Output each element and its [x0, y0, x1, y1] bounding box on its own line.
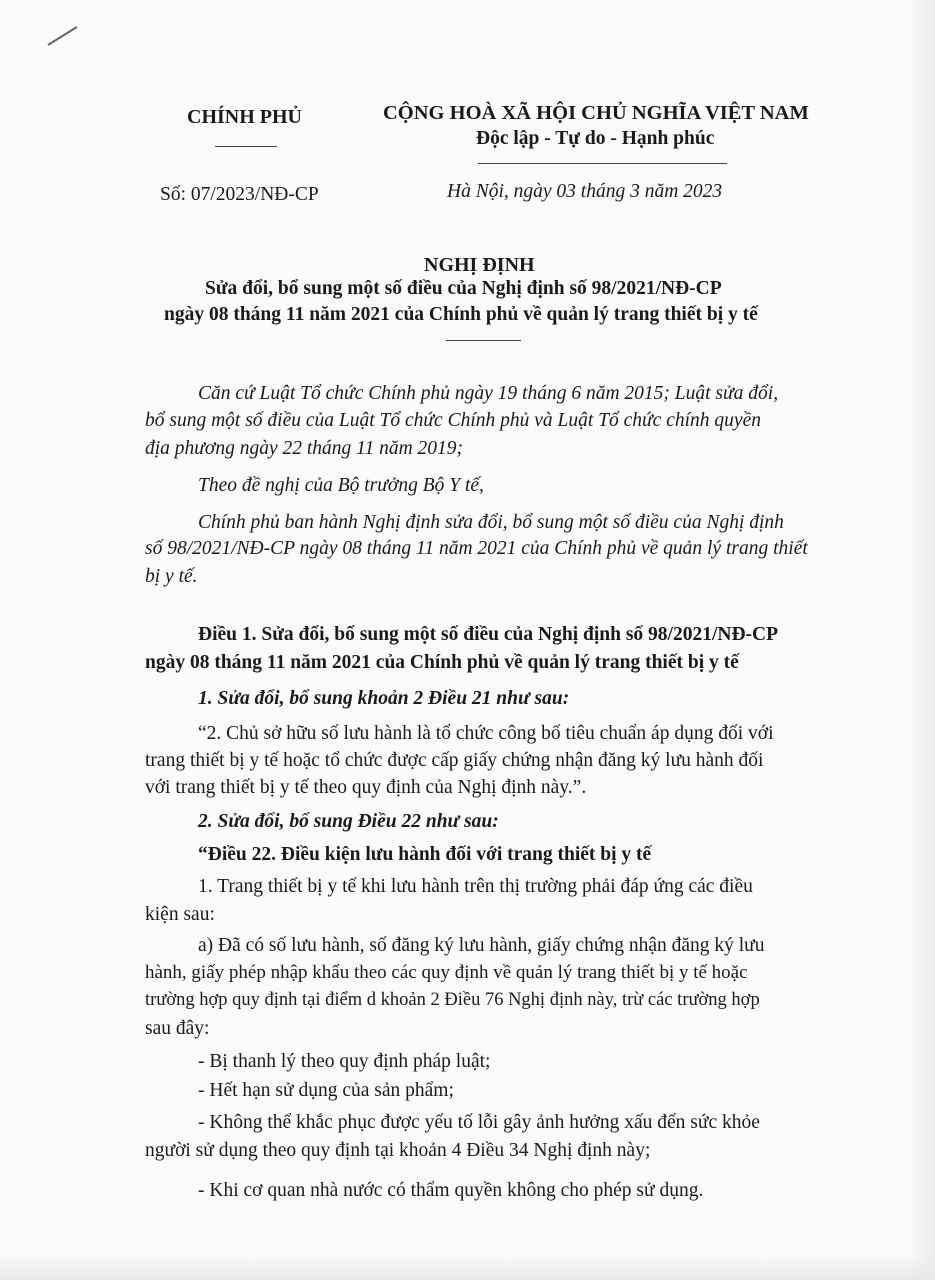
motto-underline [478, 163, 727, 164]
body-line: trường hợp quy định tại điểm d khoản 2 Điều 76 Nghị định này, trừ các trường hợp [145, 990, 760, 1010]
title-line-2: ngày 08 tháng 11 năm 2021 của Chính phủ về quản lý trang thiết bị y tế [164, 304, 758, 325]
bullet-line: - Hết hạn sử dụng của sản phẩm; [198, 1080, 454, 1101]
preamble-line: Theo đề nghị của Bộ trưởng Bộ Y tế, [198, 475, 484, 496]
body-line: hành, giấy phép nhập khẩu theo các quy định về quản lý trang thiết bị y tế hoặc [145, 962, 748, 983]
national-motto: Độc lập - Tự do - Hạnh phúc [476, 128, 715, 149]
body-line: “2. Chủ sở hữu số lưu hành là tổ chức công bố tiêu chuẩn áp dụng đối với [198, 723, 774, 744]
document-number: Số: 07/2023/NĐ-CP [160, 184, 319, 205]
agency-name: CHÍNH PHỦ [187, 106, 302, 128]
body-line: người sử dụng theo quy định tại khoản 4 Điều 34 Nghị định này; [145, 1140, 651, 1161]
body-line: kiện sau: [145, 904, 215, 925]
preamble-line: Căn cứ Luật Tổ chức Chính phủ ngày 19 tháng 6 năm 2015; Luật sửa đổi, [198, 383, 779, 404]
bullet-line: - Bị thanh lý theo quy định pháp luật; [198, 1051, 491, 1072]
pen-mark [47, 26, 77, 46]
body-line: trang thiết bị y tế hoặc tổ chức được cấp giấy chứng nhận đăng ký lưu hành đối [145, 750, 764, 771]
body-line: sau đây: [145, 1018, 210, 1039]
bullet-line: - Không thể khắc phục được yếu tố lỗi gây ảnh hưởng xấu đến sức khỏe [198, 1112, 760, 1133]
body-line: với trang thiết bị y tế theo quy định của Nghị định này.”. [145, 777, 587, 798]
page-edge-shadow [907, 0, 935, 1280]
preamble-line: Chính phủ ban hành Nghị định sửa đổi, bổ sung một số điều của Nghị định [198, 512, 784, 533]
clause-heading: 2. Sửa đổi, bổ sung Điều 22 như sau: [198, 811, 499, 832]
preamble-line: bổ sung một số điều của Luật Tổ chức Chính phủ và Luật Tổ chức chính quyền [145, 410, 761, 431]
article-heading: ngày 08 tháng 11 năm 2021 của Chính phủ về quản lý trang thiết bị y tế [145, 652, 739, 673]
page-bottom-shadow [0, 1254, 935, 1280]
body-line: a) Đã có số lưu hành, số đăng ký lưu hành, giấy chứng nhận đăng ký lưu [198, 935, 765, 956]
article-heading: Điều 1. Sửa đổi, bổ sung một số điều của Nghị định số 98/2021/NĐ-CP [198, 624, 779, 645]
clause-heading: 1. Sửa đổi, bổ sung khoản 2 Điều 21 như sau: [198, 688, 570, 709]
article-22-heading: “Điều 22. Điều kiện lưu hành đối với trang thiết bị y tế [198, 844, 652, 865]
document-type: NGHỊ ĐỊNH [424, 254, 535, 276]
country-name: CỘNG HOÀ XÃ HỘI CHỦ NGHĨA VIỆT NAM [383, 102, 809, 124]
title-underline [446, 340, 521, 341]
body-line: 1. Trang thiết bị y tế khi lưu hành trên thị trường phải đáp ứng các điều [198, 876, 753, 897]
place-and-date: Hà Nội, ngày 03 tháng 3 năm 2023 [447, 181, 723, 202]
preamble-line: địa phương ngày 22 tháng 11 năm 2019; [145, 438, 464, 459]
preamble-line: số 98/2021/NĐ-CP ngày 08 tháng 11 năm 2021 của Chính phủ về quản lý trang thiết [145, 538, 808, 559]
preamble-line: bị y tế. [145, 566, 198, 587]
title-line-1: Sửa đổi, bổ sung một số điều của Nghị định số 98/2021/NĐ-CP [205, 278, 722, 299]
agency-underline [215, 146, 277, 147]
bullet-line: - Khi cơ quan nhà nước có thẩm quyền không cho phép sử dụng. [198, 1180, 704, 1201]
